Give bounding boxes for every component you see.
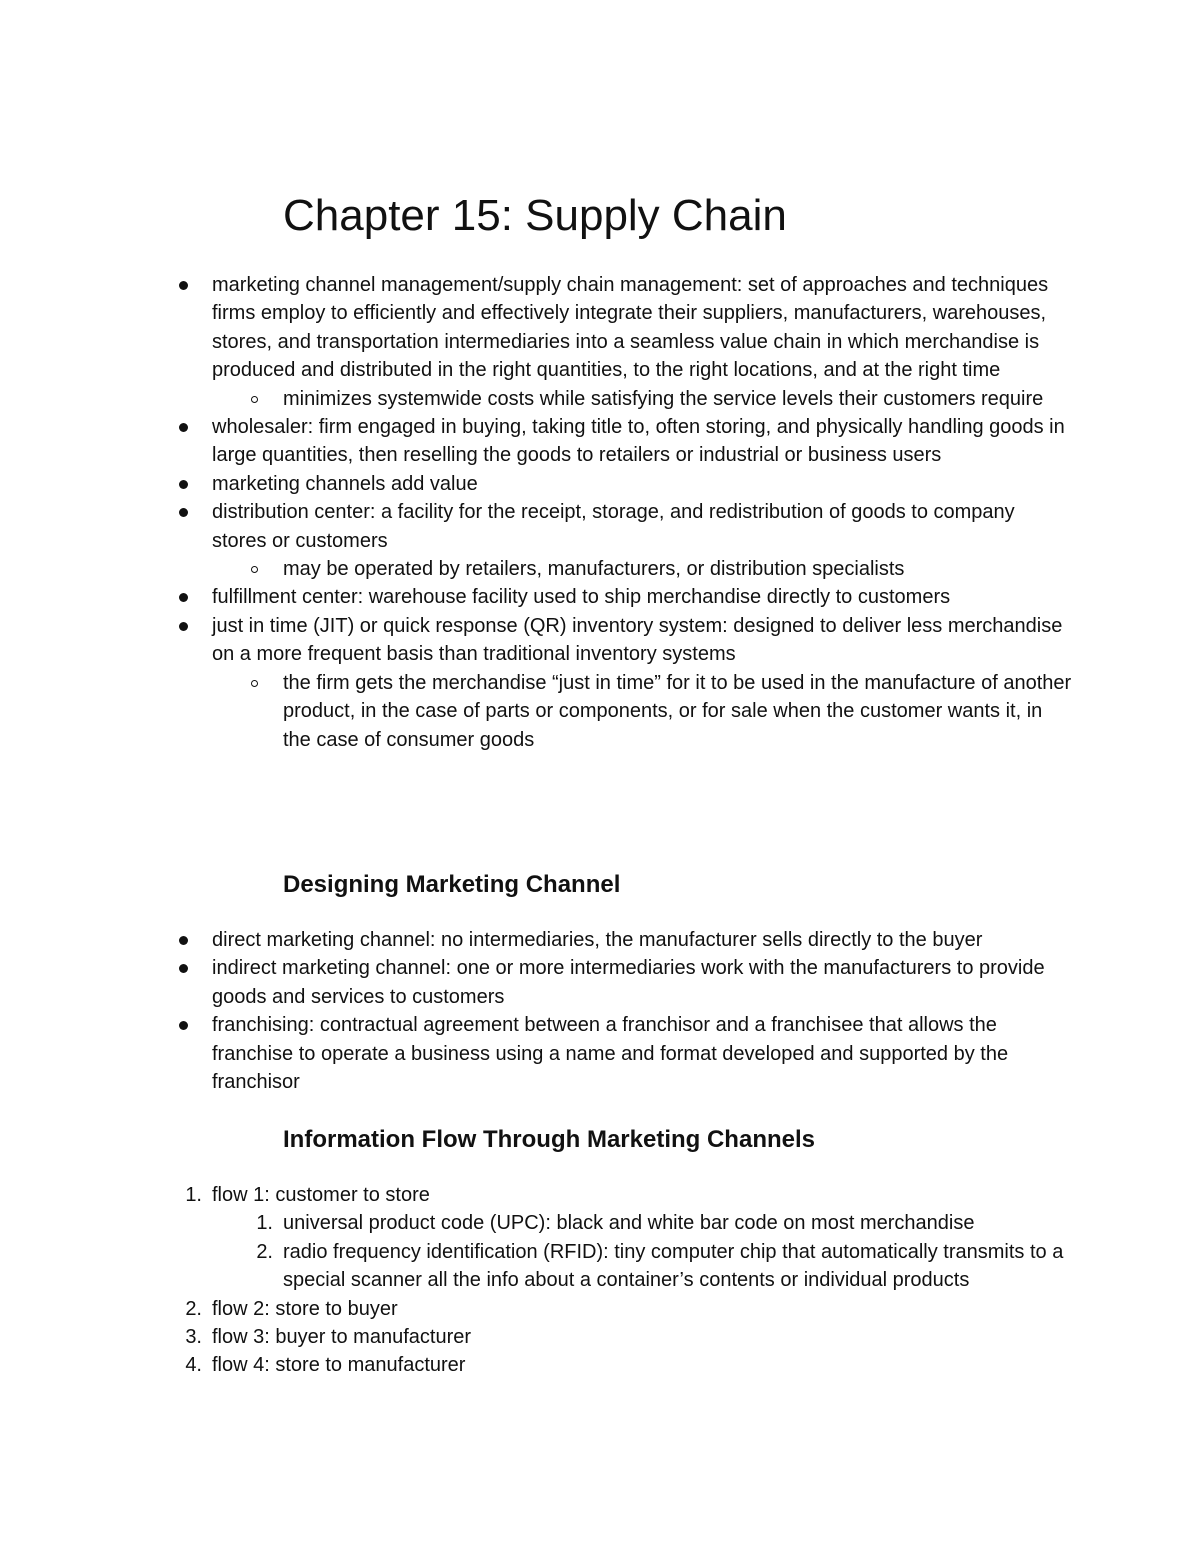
numbered-subitem — [256, 1209, 1072, 1237]
list-item — [212, 954, 1072, 1011]
hollow-bullet-icon — [251, 396, 258, 403]
item-number: 3. — [185, 1326, 202, 1349]
list-item-text: direct marketing channel: no intermediaries, the manufacturer sells directly to the buyer — [212, 929, 983, 951]
section-heading-information-flow: Information Flow Through Marketing Channels — [283, 1126, 815, 1153]
list-item-text: just in time (JIT) or quick response (QR) inventory system: designed to deliver less merchandise on a more frequent basis than traditional inventory systems — [212, 614, 1063, 666]
list-item-text: flow 1: customer to store — [212, 1184, 430, 1206]
list-item — [212, 470, 1072, 498]
list-item-text: flow 4: store to manufacturer — [212, 1354, 466, 1377]
list-item-text: wholesaler: firm engaged in buying, taking title to, often storing, and physically handling goods in large quantities, then reselling the goods to retailers or industrial or business users — [212, 416, 1065, 467]
bullet-icon — [179, 480, 188, 489]
list-subitem — [283, 385, 1072, 413]
list-item — [212, 612, 1072, 669]
list-item — [212, 271, 1072, 385]
list-item — [212, 583, 1072, 611]
hollow-bullet-icon — [251, 680, 258, 687]
list-item-text: marketing channels add value — [212, 472, 478, 495]
item-number: 2. — [256, 1240, 273, 1263]
numbered-item — [185, 1181, 1072, 1209]
list-item-text: universal product code (UPC): black and white bar code on most merchandise — [283, 1212, 975, 1235]
item-number: 1. — [185, 1184, 202, 1206]
list-item-text: radio frequency identification (RFID): tiny computer chip that automatically transmits to a special scanner all the info about a container’s contents or individual products — [283, 1240, 1064, 1292]
list-item-text: may be operated by retailers, manufacturers, or distribution specialists — [283, 558, 905, 581]
bullet-icon — [179, 593, 188, 602]
list-item — [212, 1011, 1072, 1096]
numbered-subitem — [256, 1238, 1072, 1295]
list-item-text: fulfillment center: warehouse facility used to ship merchandise directly to customers — [212, 586, 951, 609]
item-number: 2. — [185, 1297, 202, 1320]
numbered-item — [185, 1295, 1072, 1323]
list-item — [212, 413, 1072, 470]
list-item-text: indirect marketing channel: one or more intermediaries work with the manufacturers to provide goods and services to customers — [212, 957, 1045, 1008]
bullet-icon — [179, 964, 188, 973]
bullet-icon — [179, 281, 188, 290]
page-title: Chapter 15: Supply Chain — [283, 191, 787, 240]
list-item — [212, 926, 1072, 954]
list-item-text: minimizes systemwide costs while satisfying the service levels their customers require — [283, 387, 1044, 410]
list-item-text: flow 3: buyer to manufacturer — [212, 1326, 472, 1349]
item-number: 1. — [256, 1212, 273, 1235]
supply-chain-list — [212, 271, 1072, 754]
information-flow-list — [185, 1181, 1072, 1380]
list-item — [212, 498, 1072, 555]
numbered-item — [185, 1351, 1072, 1379]
list-item-text: flow 2: store to buyer — [212, 1297, 398, 1320]
bullet-icon — [179, 508, 188, 517]
item-number: 4. — [185, 1354, 202, 1377]
hollow-bullet-icon — [251, 566, 258, 573]
bullet-icon — [179, 936, 188, 945]
section-heading-designing: Designing Marketing Channel — [283, 871, 621, 898]
channel-design-list — [212, 926, 1072, 1096]
list-item-text: distribution center: a facility for the receipt, storage, and redistribution of goods to company stores or customers — [212, 501, 1015, 552]
list-item-text: franchising: contractual agreement between a franchisor and a franchisee that allows the franchise to operate a business using a name and format developed and supported by the franchisor — [212, 1014, 1009, 1094]
list-item-text: marketing channel management/supply chain management: set of approaches and techniques firms employ to efficiently and effectively integrate their suppliers, manufacturers, warehouses, stores, and transportation intermediaries into a seamless value chain in which merchandise is produced and distributed in the right quantities, to the right locations, and at the right time — [212, 274, 1049, 382]
bullet-icon — [179, 423, 188, 432]
bullet-icon — [179, 622, 188, 631]
list-item-text: the firm gets the merchandise “just in time” for it to be used in the manufacture of another product, in the case of parts or components, or for sale when the customer wants it, in the case of consumer goods — [283, 671, 1072, 751]
numbered-item — [185, 1323, 1072, 1351]
bullet-icon — [179, 1021, 188, 1030]
list-subitem — [283, 669, 1072, 754]
list-subitem — [283, 555, 1072, 583]
